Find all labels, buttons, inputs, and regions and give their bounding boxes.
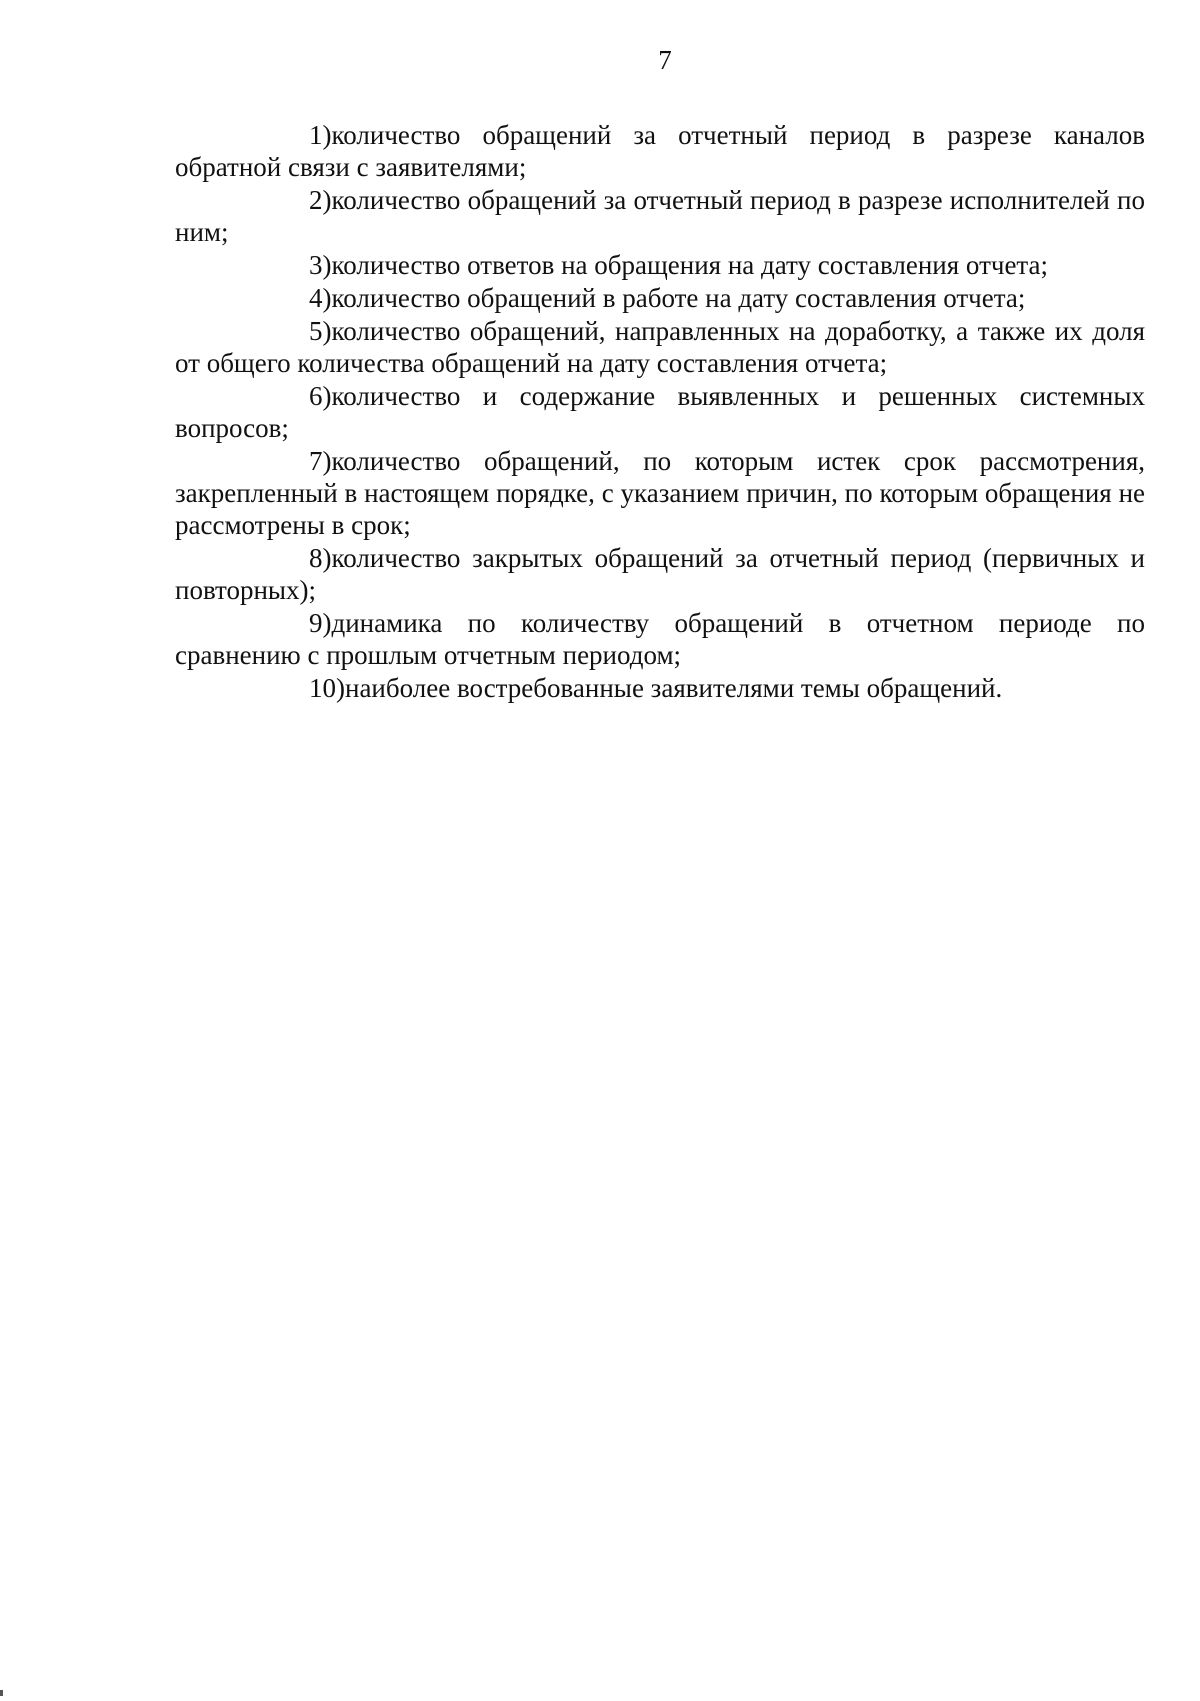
list-item-text: динамика по количеству обращений в отчетном периоде по сравнению с прошлым отчетным периодом;: [175, 608, 1145, 670]
list-item-text: количество обращений, направленных на доработку, а также их доля от общего количества обращений на дату составления отчета;: [175, 316, 1145, 378]
list-item-number: 7): [309, 446, 332, 476]
scan-edge-mark: [0, 1690, 3, 1696]
list-item-9: [175, 607, 1145, 671]
list-item-number: 2): [309, 185, 332, 215]
list-item-4: [175, 282, 1145, 314]
list-item-5: [175, 315, 1145, 379]
list-item-text: количество и содержание выявленных и решенных системных вопросов;: [175, 381, 1145, 443]
list-item-number: 9): [309, 608, 332, 638]
list-item-text: количество ответов на обращения на дату составления отчета;: [331, 250, 1049, 280]
list-item-text: количество обращений, по которым истек срок рассмотрения, закрепленный в настоящем порядке, с указанием причин, по которым обращения не рассмотрены в срок;: [175, 446, 1145, 540]
list-item-number: 5): [309, 316, 332, 346]
list-item-number: 10): [309, 673, 345, 703]
list-item-text: количество обращений за отчетный период в разрезе исполнителей по ним;: [175, 185, 1145, 247]
list-item-number: 1): [309, 120, 332, 150]
list-item-number: 6): [309, 381, 332, 411]
list-item-text: количество закрытых обращений за отчетный период (первичных и повторных);: [175, 543, 1145, 605]
report-contents-list: [175, 119, 1145, 705]
list-item-text: количество обращений за отчетный период в разрезе каналов обратной связи с заявителями;: [175, 120, 1145, 182]
list-item-number: 3): [309, 250, 332, 280]
list-item-10: [175, 672, 1145, 704]
list-item-7: [175, 445, 1145, 541]
list-item-number: 4): [309, 283, 332, 313]
list-item-number: 8): [309, 543, 332, 573]
list-item-1: [175, 119, 1145, 183]
page-number: 7: [658, 45, 672, 75]
list-item-8: [175, 542, 1145, 606]
list-item-6: [175, 380, 1145, 444]
list-item-2: [175, 184, 1145, 248]
list-item-text: наиболее востребованные заявителями темы обращений.: [345, 673, 1003, 703]
list-item-text: количество обращений в работе на дату составления отчета;: [331, 283, 1026, 313]
list-item-3: [175, 249, 1145, 281]
